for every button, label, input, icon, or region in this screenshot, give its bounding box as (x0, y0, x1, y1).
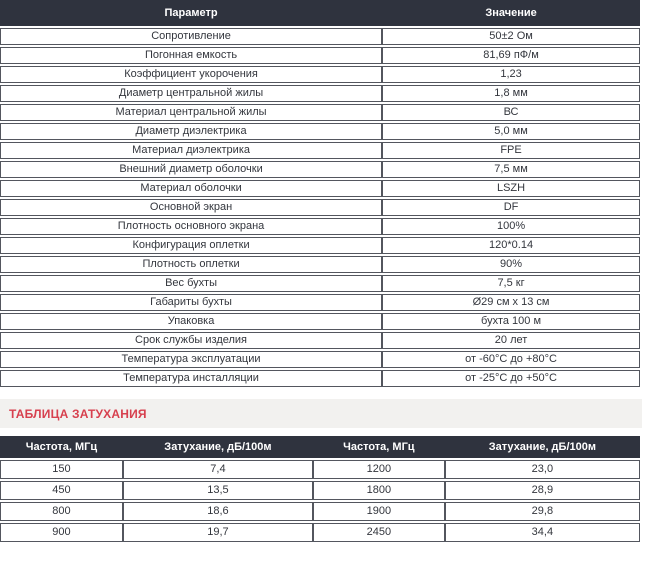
spec-cell: Материал оболочки (0, 180, 382, 197)
spec-cell: Срок службы изделия (0, 332, 382, 349)
spec-cell: Температура эксплуатации (0, 351, 382, 368)
spec-cell: Конфигурация оплетки (0, 237, 382, 254)
spec-cell: от -60°C до +80°C (382, 351, 640, 368)
table-row (0, 104, 640, 121)
specs-header-value: Значение (382, 0, 640, 26)
table-row (0, 256, 640, 273)
table-row (0, 460, 640, 479)
spec-cell: Диаметр диэлектрика (0, 123, 382, 140)
spec-cell: 7,5 мм (382, 161, 640, 178)
attenuation-cell: 1800 (313, 481, 445, 500)
specs-header-parameter: Параметр (0, 0, 382, 26)
spec-cell: 81,69 пФ/м (382, 47, 640, 64)
spec-cell: 1,8 мм (382, 85, 640, 102)
spec-cell: Материал центральной жилы (0, 104, 382, 121)
spec-cell: Плотность основного экрана (0, 218, 382, 235)
attenuation-cell: 13,5 (123, 481, 313, 500)
table-row (0, 332, 640, 349)
table-row (0, 123, 640, 140)
spec-cell: Габариты бухты (0, 294, 382, 311)
table-row (0, 85, 640, 102)
spec-cell: Внешний диаметр оболочки (0, 161, 382, 178)
spec-cell: Диаметр центральной жилы (0, 85, 382, 102)
table-row (0, 481, 640, 500)
spec-cell: LSZH (382, 180, 640, 197)
table-row (0, 199, 640, 216)
specs-header-row (0, 0, 640, 26)
spec-cell: Погонная емкость (0, 47, 382, 64)
spec-cell: 90% (382, 256, 640, 273)
spec-cell: Сопротивление (0, 28, 382, 45)
spec-cell: 5,0 мм (382, 123, 640, 140)
spec-cell: Плотность оплетки (0, 256, 382, 273)
spec-cell: бухта 100 м (382, 313, 640, 330)
attenuation-header-loss-2: Затухание, дБ/100м (445, 436, 640, 458)
attenuation-section-band (0, 399, 642, 428)
table-row (0, 294, 640, 311)
spec-cell: Вес бухты (0, 275, 382, 292)
spec-cell: Коэффициент укорочения (0, 66, 382, 83)
attenuation-cell: 2450 (313, 523, 445, 542)
spec-cell: 7,5 кг (382, 275, 640, 292)
attenuation-cell: 28,9 (445, 481, 640, 500)
spec-cell: Ø29 см x 13 см (382, 294, 640, 311)
spec-cell: 20 лет (382, 332, 640, 349)
spec-cell: ВС (382, 104, 640, 121)
spec-cell: 120*0.14 (382, 237, 640, 254)
attenuation-header-frequency-1: Частота, МГц (0, 436, 123, 458)
attenuation-cell: 7,4 (123, 460, 313, 479)
table-row (0, 142, 640, 159)
attenuation-header-frequency-2: Частота, МГц (313, 436, 445, 458)
attenuation-cell: 450 (0, 481, 123, 500)
table-row (0, 351, 640, 368)
attenuation-cell: 23,0 (445, 460, 640, 479)
specs-table-body (0, 28, 640, 387)
table-row (0, 237, 640, 254)
spec-cell: от -25°C до +50°C (382, 370, 640, 387)
specs-table-header (0, 0, 640, 26)
attenuation-cell: 900 (0, 523, 123, 542)
spec-cell: Основной экран (0, 199, 382, 216)
spec-cell: 50±2 Ом (382, 28, 640, 45)
table-row (0, 218, 640, 235)
attenuation-section-title: ТАБЛИЦА ЗАТУХАНИЯ (9, 406, 147, 421)
attenuation-header-loss-1: Затухание, дБ/100м (123, 436, 313, 458)
attenuation-table (0, 434, 640, 544)
attenuation-cell: 1200 (313, 460, 445, 479)
table-row (0, 180, 640, 197)
attenuation-cell: 19,7 (123, 523, 313, 542)
table-row (0, 370, 640, 387)
attenuation-cell: 150 (0, 460, 123, 479)
attenuation-cell: 800 (0, 502, 123, 521)
attenuation-header-row (0, 436, 640, 458)
table-row (0, 161, 640, 178)
table-row (0, 28, 640, 45)
attenuation-table-body (0, 460, 640, 542)
spec-cell: Материал диэлектрика (0, 142, 382, 159)
table-row (0, 502, 640, 521)
attenuation-cell: 1900 (313, 502, 445, 521)
table-row (0, 47, 640, 64)
spec-cell: FPE (382, 142, 640, 159)
attenuation-cell: 18,6 (123, 502, 313, 521)
attenuation-cell: 29,8 (445, 502, 640, 521)
attenuation-table-header (0, 436, 640, 458)
spec-cell: Упаковка (0, 313, 382, 330)
table-row (0, 523, 640, 542)
table-row (0, 66, 640, 83)
attenuation-cell: 34,4 (445, 523, 640, 542)
spec-cell: 1,23 (382, 66, 640, 83)
spec-cell: 100% (382, 218, 640, 235)
table-row (0, 275, 640, 292)
table-row (0, 313, 640, 330)
spec-cell: DF (382, 199, 640, 216)
spec-cell: Температура инсталляции (0, 370, 382, 387)
